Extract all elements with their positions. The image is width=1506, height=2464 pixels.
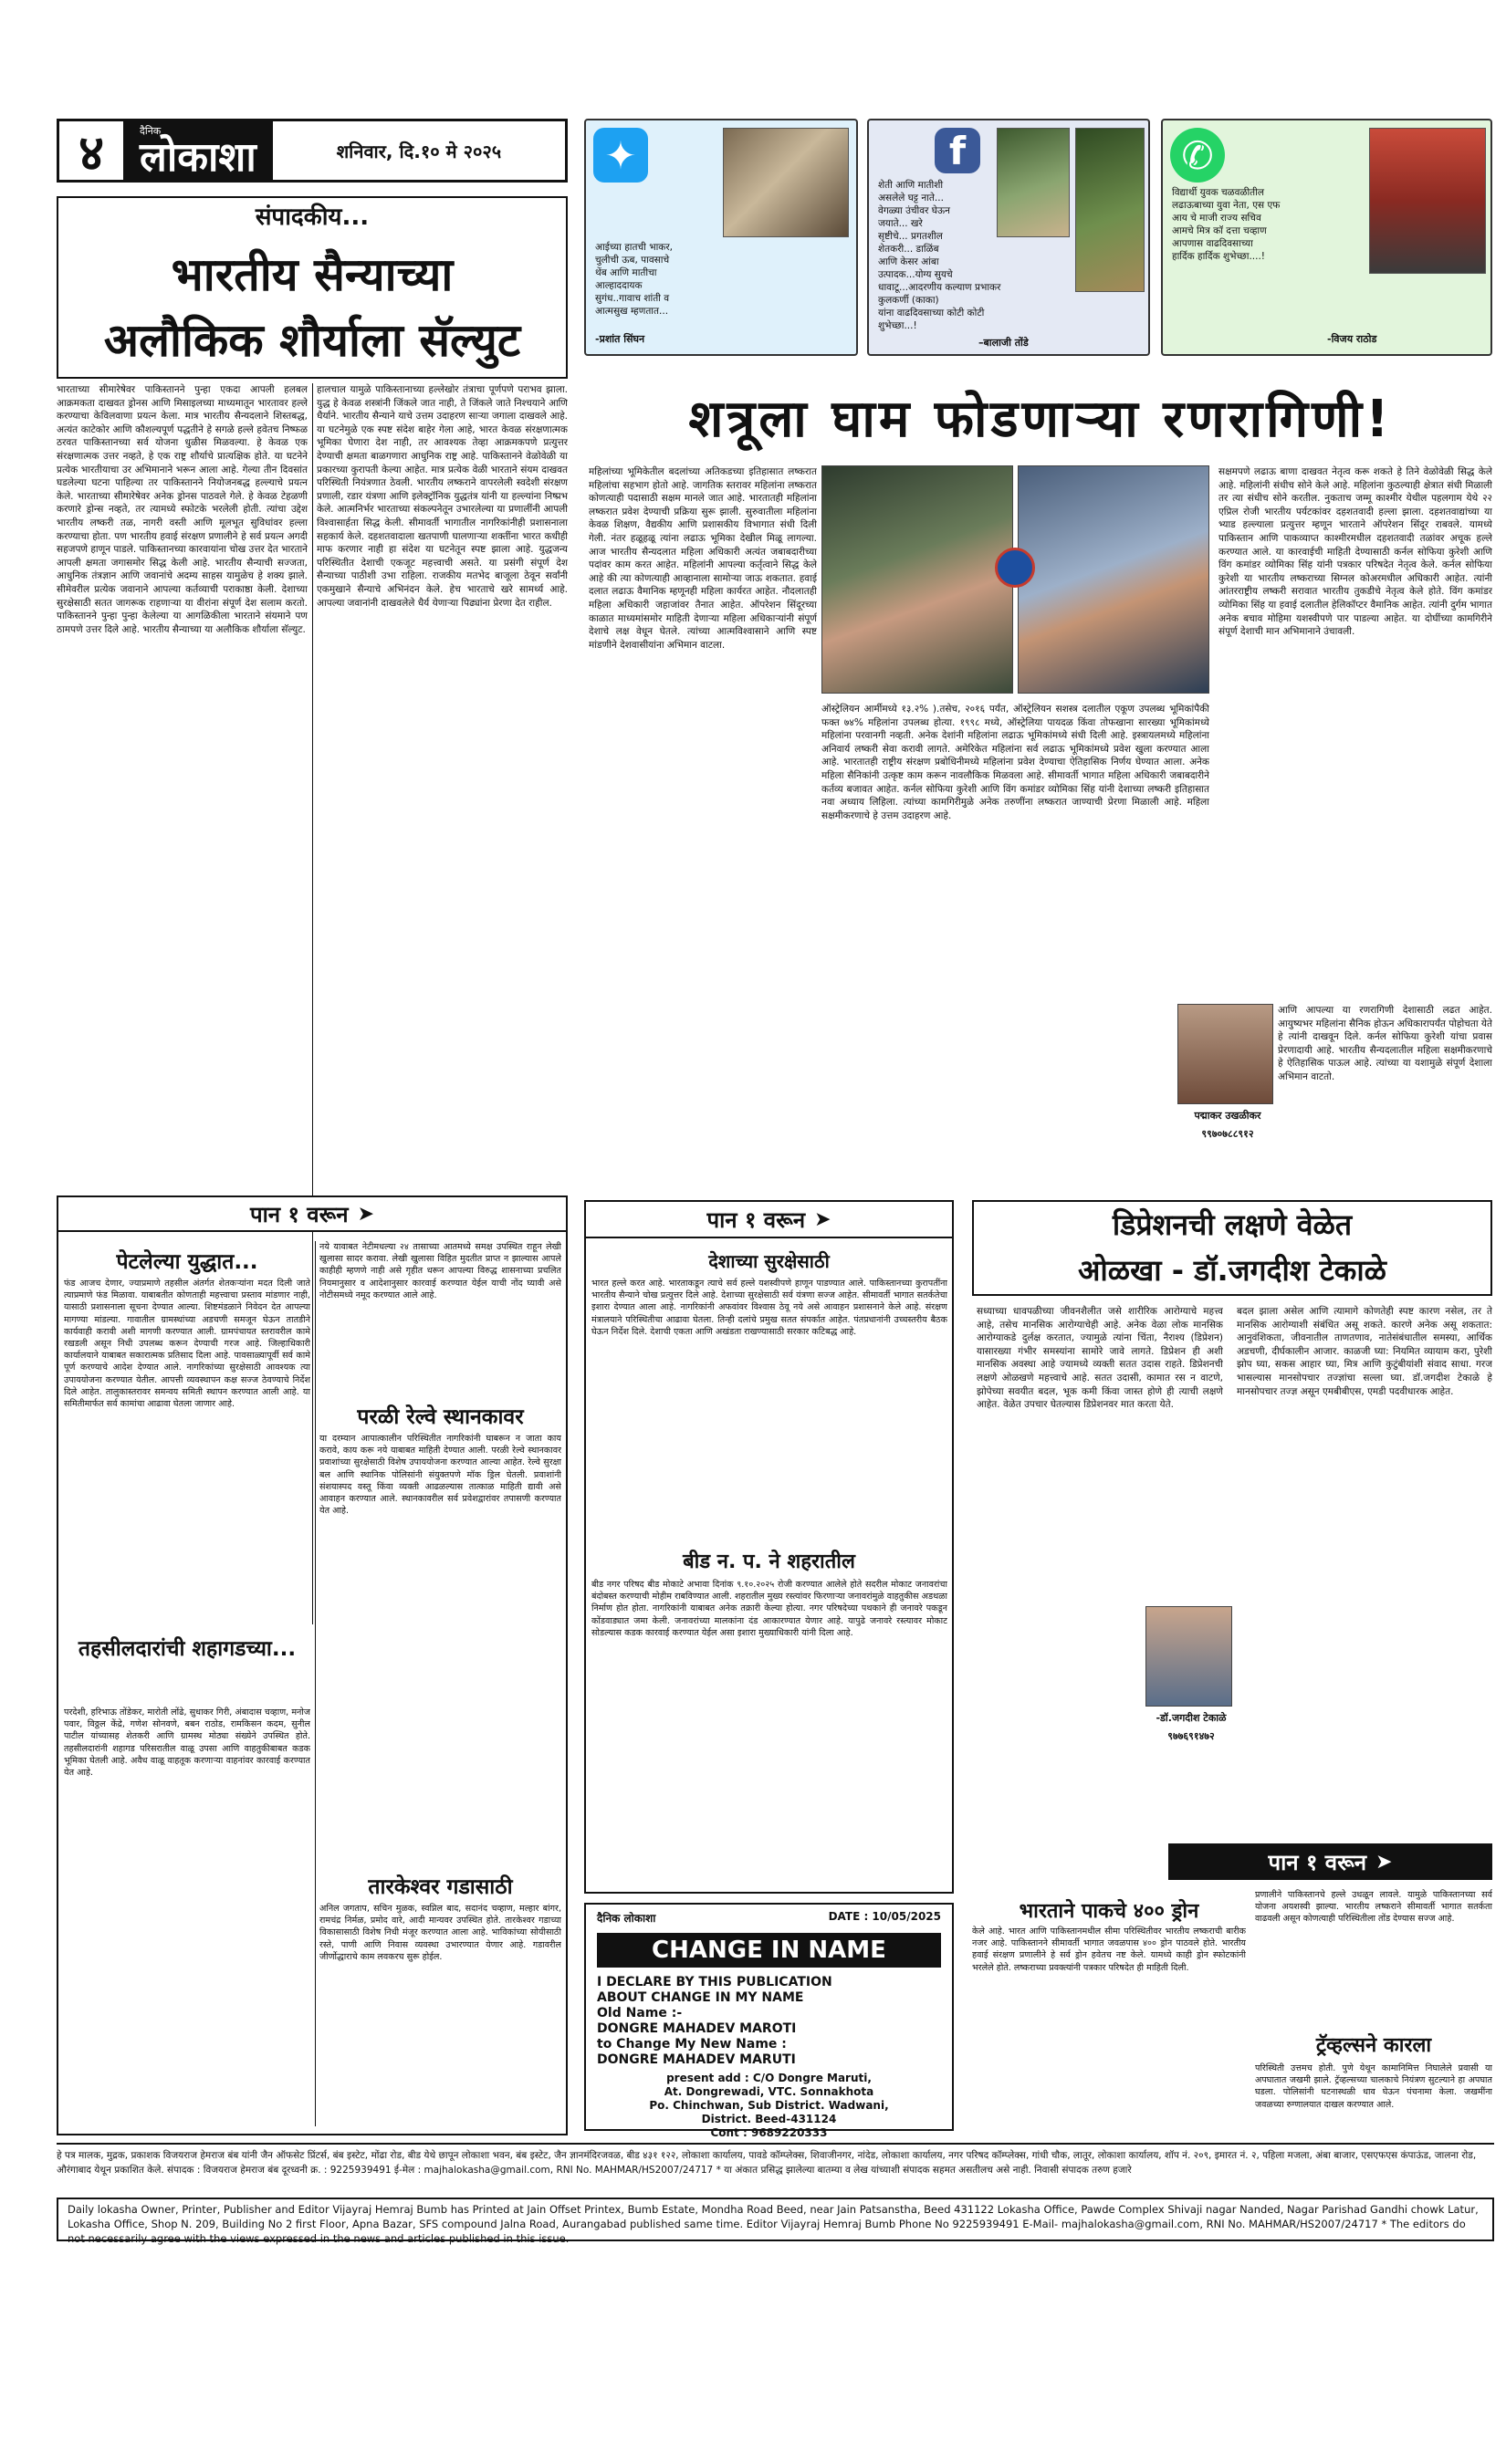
story-title: तारकेश्वर गडासाठी [368,1875,513,1899]
story-text: अनिल जगताप, सचिन मुळक, स्वप्निल बाद, सदानंद चव्हाण, मल्हार बांगर, रामचंद्र निर्मळ, प्रमोद वारे, आदी मान्यवर उपस्थित होते. तारकेश्वर गडाच्या विकासासाठी विशेष निधी मंजूर करण्यात आला आहे. भाविकांच्या सोयीसाठी रस्ते, पाणी आणि निवास व्यवस्था उभारण्यात येणार आहे. गडावरील जीर्णोद्धाराचे काम लवकरच सुरू होईल. [319,1904,561,1962]
depression-title-line1: डिप्रेशनची लक्षणे वेळेत [1112,1207,1353,1242]
story-title: पेटलेल्या युद्धात... [116,1250,258,1274]
story-text: परदेशी, हरिभाऊ तोंडेकर, मारोती लोंढे, सुधाकर गिरी, अंबादास चव्हाण, मनोज पवार, विठ्ठल केंद्रे, गणेश सोनवणे, बबन राठोड, रामकिसन कदम, सुनील पाटील यांच्यासह शेतकरी आणि ग्रामस्थ मोठ्या संख्येने उपस्थित होते. तहसीलदारांनी शहागड परिसरातील वाळू उपसा आणि वाहतुकीबाबत कडक भूमिका घेतली आहे. अवैध वाळू वाहतूक करणाऱ्या वाहनांवर कारवाई करण्यात येत आहे. [64,1707,310,1779]
whatsapp-phone-icon: ✆ [1170,128,1225,183]
whatsapp-photo [1369,128,1486,274]
continued-header-middle [584,1200,954,1238]
facebook-caption: शेती आणि मातीशी असलेले घट्ट नाते... वेगळ्या उंचीवर घेऊन जयाते... खरे सृष्टीचे... प्रगतशील शेतकरी... डाळिंब आणि केसर आंबा उत्पादक...योग्य सुयचे धावाटू...आदरणीय कल्याण प्रभाकर कुलकर्णी (काका) यांना वाढदिवसाच्या कोटी कोटी शुभेच्छा...! [878,180,1001,331]
facebook-photo-1 [997,128,1070,237]
twitter-card [584,119,858,356]
imprint-english: Daily lokasha Owner, Printer, Publisher and Editor Vijayraj Hemraj Bumb has Printed at Jain Offset Printex, Bumb Estate, Mondha Road Beed, near Jain Patsanstha, Beed 431122 Lokasha Office, Pawde Complex Shivaji nagar Nanded, Nagar Parishad Gandhi chowk Latur, Lokasha Office, Shop N. 209, Building No 2 first Floor, Apna Bazar, SFS compound Jalna Road, Aurangabad published same time. Editor Vijayraj Hemraj Bumb Phone No 9225939491 E-Mail- majhalokasha@gmail.com, RNI No. MAHMAR/HS2007/24717 * The editors do not necessarily agree with the views expressed in the news and articles published in this issue. [57,2198,1494,2241]
story-text: केले आहे. भारत आणि पाकिस्तानमधील सीमा परिस्थितीवर भारतीय लष्कराची बारीक नजर आहे. पाकिस्तानने सीमावर्ती भागात जवळपास ४०० ड्रोन पाठवले होते. भारतीय हवाई संरक्षण प्रणालीने हे सर्व ड्रोन हवेतच नष्ट केले. यामध्ये काही ड्रोन स्फोटकांनी भरलेले होते. लष्कराच्या प्रवक्त्यांनी पत्रकार परिषदेत ही माहिती दिली. [972,1926,1246,1973]
officer-photo-1 [821,465,1013,694]
depression-title-line2: ओळखा - डॉ.जगदीश टेकाळे [1078,1253,1386,1288]
editorial-col1: भारताच्या सीमारेषेवर पाकिस्तानने पुन्हा एकदा आपली हलबल आक्रमकता दाखवत ड्रोनस आणि मिसाइलच्या माध्यमातून भारतावर हल्ले करण्याचा केविलवाणा प्रयत्न केला. मात्र भारतीय सैन्यदलाने शिस्तबद्ध, अत्यंत काटेकोर आणि कौशल्यपूर्ण पद्धतीने हे सगळे हल्ले हवेतच निष्फळ ठरवत पाकिस्तानच्या सर्व योजना धुळीस मिळवल्या. हे केवळ एक संरक्षणात्मक उत्तर नव्हते, हे एक राष्ट्र शौर्याचे प्रात्यक्षिक होते. या घटनेने प्रत्येक भारतीयाचा उर अभिमानाने भरून आला आहे. गेल्या तीन दिवसांत घडलेल्या घटना पाहिल्या तर पाकिस्तानने नियोजनबद्ध हल्ल्याचे प्रयत्न केले. भारताच्या सीमारेषेवर अनेक ड्रोनस पाठवले गेले. हे केवळ टेहळणी करणारे ड्रोन्स नव्हते, तर त्यामध्ये स्फोटके भरलेली होती. त्यांचा उद्देश भारतीय लष्करी तळ, नागरी वस्ती आणि मूलभूत सुविधांवर हल्ला करण्याचा होता. पण भारतीय हवाई संरक्षण प्रणालीने हे सर्व प्रयत्न अगदी सहजपणे हाणून पाडले. पाकिस्तानच्या कारवायांना चोख उत्तर देत भारताने आपली क्षमता जगासमोर सिद्ध केली आहे. भारतीय सैन्याची सज्जता, आधुनिक तंत्रज्ञान आणि जवानांचे अदम्य साहस यामुळेच हे शक्य झाले. सीमेवरील प्रत्येक जवानाने आपल्या कर्तव्याची पराकाष्ठा केली. देशाच्या सुरक्षेसाठी सतत जागरूक राहणाऱ्या या वीरांना संपूर्ण देश सलाम करतो. पाकिस्तानने पुन्हा पुन्हा केलेल्या या आगळिकीला भारताने संयमाने पण ठामपणे उत्तर दिले आहे. भारतीय सैन्याच्या या अलौकिक शौर्याला सॅल्युट. [57,384,308,635]
story-text: नये यावाबत नेटीमधल्या २४ तासाच्या आतमध्ये समक्ष उपस्थित राहून लेखी खुलासा सादर करावा. लेखी खुलासा विहित मुदतीत प्राप्त न झाल्यास आपले काहीही म्हणणे नाही असे गृहीत धरून आपल्या विरुद्ध शासनाच्या प्रचलित नियमानुसार व आदेशानुसार कारवाई करण्यात येईल याची नोंद घ्यावी असे नोटीसमध्ये नमूद करण्यात आले आहे. [319,1242,561,1300]
notice-paper: दैनिक लोकाशा [597,1912,656,1925]
depression-col2: बदल झाला असेल आणि त्यामागे कोणतेही स्पष्ट कारण नसेल, तर ते मानसिक आरोग्याशी संबंधित असू शकते. कारणे अनेक असू शकतात: आनुवंशिकता, जीवनातील ताणतणाव, नातेसंबंधातील समस्या, आर्थिक अडचणी, दीर्घकालीन आजार. काळजी घ्या: नियमित व्यायाम करा, पुरेशी झोप घ्या, सकस आहार घ्या, मित्र आणि कुटुंबीयांशी संवाद साधा. गरज भासल्यास मानसोपचार तज्ज्ञांचा सल्ला घ्या. डॉ.जगदीश टेकाळे हे मानसोपचार तज्ज्ञ असून एमबीबीएस, एमडी पदवीधारक आहेत. [1237,1306,1492,1397]
continued-label: पान १ वरून [249,1201,349,1227]
doctor-name: -डॉ.जगदीश टेकाळे [1156,1712,1227,1724]
twitter-bird-icon: ✦ [593,128,648,183]
author-phone: ९९७०७८८९१२ [1201,1128,1254,1140]
story-title: ट्रॅव्हल्सने कारला [1315,2034,1432,2057]
newspaper-logo [123,121,273,180]
story-title: बीड न. प. ने शहरातील [683,1550,855,1573]
officer-photo-2 [1018,465,1209,694]
lead-col4: आणि आपल्या या रणरागिणी देशासाठी लढत आहेत. आयुष्यभर महिलांना सैनिक होऊन अधिकारापर्यंत पोहोचता येते हे त्यांनी दाखवून दिले. कर्नल सोफिया कुरेशी यांचा प्रवास प्रेरणादायी आहे. भारतीय सैन्यदलातील महिला सक्षमीकरणाचे हे ऐतिहासिक पाऊल आहे. त्यांच्या या यशामुळे संपूर्ण देशाला अभिमान वाटतो. [1278,1005,1492,1082]
continued-header-left [57,1195,568,1232]
twitter-author: -प्रशांत सिंघन [595,333,645,345]
lead-col3: सक्षमपणे लढाऊ बाणा दाखवत नेतृत्व करू शकते हे तिने वेळोवेळी सिद्ध केले आहे. महिलांनी संधीच सोने केले आहे. महिलांना कुठल्याही क्षेत्रात संधी मिळाली तर त्या संधीच सोने करतील. नुकताच जम्मू काश्मीर येथील पहलगाम येथे २२ एप्रिल रोजी भारतीय पर्यटकांवर दहशतवादी हल्ला झाला. दहशतवाद्यांच्या या भ्याड हल्ल्याला प्रत्युत्तर म्हणून भारताने ऑपरेशन सिंदूर राबवले. यामध्ये पाकिस्तान आणि पाकव्याप्त काश्मीरमधील दहशतवादी तळांवर अचूक हल्ले करण्यात आले. या कारवाईची माहिती देण्यासाठी कर्नल सोफिया कुरेशी आणि विंग कमांडर व्योमिका सिंह यांनी पत्रकार परिषदेत नेतृत्व केले. कर्नल सोफिया कुरेशी या भारतीय लष्कराच्या सिग्नल कोअरमधील अधिकारी आहेत. त्यांनी आंतरराष्ट्रीय लष्करी सरावात भारतीय तुकडीचे नेतृत्व केले होते. विंग कमांडर व्योमिका सिंह या हवाई दलातील हेलिकॉप्टर वैमानिक आहेत. त्यांनी दुर्गम भागात अनेक बचाव मोहिमा यशस्वीपणे पार पाडल्या आहेत. या दोघींच्या कामगिरीने संपूर्ण देशाची मान अभिमानाने उंचावली. [1218,466,1492,638]
author-photo [1177,1004,1273,1104]
story-text: प्रणालीने पाकिस्तानचे हल्ले उधळून लावले. यामुळे पाकिस्तानच्या सर्व योजना अयशस्वी झाल्या. भारतीय लष्कराने सीमावर्ती भागात सतर्कता वाढवली असून कोणत्याही परिस्थितीला तोंड देण्यास सज्ज आहे. [1255,1890,1492,1925]
editorial-title-line2: अलौकिक शौर्याला सॅल्युट [103,314,521,367]
change-in-name-notice [584,1903,954,2139]
whatsapp-author: -विजय राठोड [1327,333,1377,345]
story-text: बीड नगर परिषद बीड मोकाटे अभावा दिनांक ९.१०.२०२५ रोजी करण्यात आलेले होते सदरील मोकाट जनावरांचा बंदोबस्त करण्याची मोहीम राबविण्यात आली. शहरातील मुख्य रस्त्यांवर फिरणाऱ्या जनावरांमुळे वाहतुकीस अडथळा निर्माण होत होता. नागरिकांनी याबाबत अनेक तक्रारी केल्या होत्या. नगर परिषदेच्या पथकाने ही जनावरे पकडून कोंडवाड्यात जमा केली. जनावरांच्या मालकांना दंड आकारण्यात येणार आहे. यापुढे जनावरे रस्त्यावर मोकाट सोडल्यास कडक कारवाई करण्यात येईल असा इशारा मुख्याधिकारी यांनी दिला आहे. [591,1580,947,1638]
arrow-right-icon: ➤ [1375,1850,1393,1874]
notice-line: ABOUT CHANGE IN MY NAME [597,1990,804,2005]
depression-header-box [972,1200,1492,1296]
notice-address [597,2072,941,2140]
address-line: District. Beed-431124 [701,2113,837,2125]
story-text: भारत हल्ले करत आहे. भारताकडून त्याचे सर्व हल्ले यशस्वीपणे हाणून पाडण्यात आले. पाकिस्तानच्या कुरापतींना भारतीय सैन्याने चोख प्रत्युत्तर दिले आहे. देशाच्या सुरक्षेसाठी सर्व यंत्रणा सज्ज आहेत. सीमावर्ती भागात सतर्कतेचा इशारा देण्यात आला आहे. नागरिकांनी अफवांवर विश्वास ठेवू नये असे आवाहन प्रशासनाने केले आहे. संरक्षण मंत्रालयाने परिस्थितीचा आढावा घेतला. तिन्ही दलांचे प्रमुख सतत संपर्कात आहेत. पंतप्रधानांनी उच्चस्तरीय बैठक घेऊन निर्देश दिले. देशाची एकता आणि अखंडता राखण्यासाठी सरकार कटिबद्ध आहे. [591,1279,947,1337]
doctor-photo [1145,1606,1232,1707]
notice-title: CHANGE IN NAME [597,1933,941,1968]
notice-meta [597,1910,941,1926]
masthead [57,119,568,183]
facebook-card [867,119,1150,356]
arrow-right-icon: ➤ [357,1202,375,1226]
lead-col2: ऑस्ट्रेलियन आर्मीमध्ये १३.२% ).तसेच, २०१६ पर्यंत, ऑस्ट्रेलियन सशस्त्र दलातील एकूण उपलब्ध भूमिकांपैकी फक्त ७४% महिलांना उपलब्ध होत्या. १९९८ मध्ये, ऑस्ट्रेलिया पायदळ किंवा तोफखाना सारख्या भूमिकांमध्ये महिलांना परवानगी नव्हती. अनेक देशांनी महिलांना लढाऊ भूमिकांमध्ये संधी दिली आहे. इस्त्रायलमध्ये महिलांना अनिवार्य लष्करी सेवा करावी लागते. अमेरिकेत महिलांना सर्व लढाऊ भूमिकांमध्ये प्रवेश खुला करण्यात आला आहे. भारतातही राष्ट्रीय संरक्षण प्रबोधिनीमध्ये महिलांना प्रवेश देण्याचा ऐतिहासिक निर्णय घेण्यात आला. अनेक महिला सैनिकांनी उत्कृष्ट काम करून नावलौकिक मिळवला आहे. सीमावर्ती भागात महिला अधिकारी जबाबदारीने कर्तव्य बजावत आहेत. कर्नल सोफिया कुरेशी आणि विंग कमांडर व्योमिका सिंह यांनी देशाच्या लष्करी इतिहासात नवा अध्याय लिहिला. त्यांच्या कामगिरीमुळे अनेक तरुणींना लष्करात जाण्याची प्रेरणा मिळाली आहे. महिला सक्षमीकरणाचे हे उत्तम उदाहरण आहे. [821,704,1209,821]
story-text: परिस्थिती उत्तमच होती. पुणे येथून कामानिमित्त निघालेले प्रवासी या अपघातात जखमी झाले. ट्रॅव्हल्सच्या चालकाचे नियंत्रण सुटल्याने हा अपघात घडला. पोलिसांनी घटनास्थळी धाव घेऊन पंचनामा केला. जखमींना जवळच्या रुग्णालयात दाखल करण्यात आले. [1255,2063,1492,2110]
whatsapp-card [1161,119,1492,356]
story-title: देशाच्या सुरक्षेसाठी [708,1250,830,1272]
continued-label: पान १ वरून [706,1206,806,1233]
editorial-title-line1: भारतीय सैन्याच्या [171,248,454,301]
continued-label: पान १ वरून [1268,1849,1367,1875]
facebook-f-icon: f [935,128,980,173]
story-title: तहसीलदारांची शहागडच्या... [78,1637,297,1661]
author-name: पद्माकर उखळीकर [1194,1110,1261,1122]
column-divider [315,1241,316,2126]
notice-line: DONGRE MAHADEV MARUTI [597,2052,796,2067]
arrow-right-icon: ➤ [814,1207,831,1231]
editorial-col2: हालचाल यामुळे पाकिस्तानाच्या हल्लेखोर तंत्राचा पूर्णपणे पराभव झाला. युद्ध हे केवळ शस्त्रांनी जिंकले जात नाही, ते जिंकले जाते निश्चयाने आणि धैर्याने. भारतीय सैन्याने याचे उत्तम उदाहरण साऱ्या जगाला दाखवले आहे. या घटनेमुळे एक स्पष्ट संदेश बाहेर गेला आहे, भारत केवळ संरक्षणात्मक भूमिका घेणारा देश नाही, तर आवश्यक तेव्हा आक्रमकपणे प्रत्युत्तर देण्याची क्षमता बाळगणारा आधुनिक राष्ट्र आहे. पाकिस्तानने वेळोवेळी या प्रकारच्या कुरापती केल्या आहेत. मात्र प्रत्येक वेळी भारताने संयम दाखवत परिस्थिती नियंत्रणात ठेवली. भारतीय लष्कराने वापरलेली स्वदेशी संरक्षण प्रणाली, रडार यंत्रणा आणि इलेक्ट्रॉनिक युद्धतंत्र यांनी या हल्ल्यांना निष्प्रभ केले. आत्मनिर्भर भारताच्या संकल्पनेतून उभारलेल्या या प्रणालींनी आपली विश्वासार्हता सिद्ध केली. सीमावर्ती भागातील नागरिकांनीही प्रशासनाला सहकार्य केले. दहशतवादाला खतपाणी घालणाऱ्या शक्तींना भारत कधीही माफ करणार नाही हा संदेश या घटनेतून स्पष्ट झाला आहे. युद्धजन्य परिस्थितीत देशाची एकजूट महत्त्वाची असते. या प्रसंगी संपूर्ण देश सैन्याच्या पाठीशी उभा राहिला. राजकीय मतभेद बाजूला ठेवून सर्वांनी एकमुखाने सैन्याचे अभिनंदन केले. हेच भारताचे खरे सामर्थ्य आहे. आपल्या जवानांनी दाखवलेले धैर्य येणाऱ्या पिढ्यांना प्रेरणा देत राहील. [317,384,568,609]
air-force-emblem-icon [995,548,1035,588]
logo-prefix: दैनिक [140,124,162,137]
address-line: Po. Chinchwan, Sub District. Wadwani, [649,2099,889,2112]
twitter-photo [723,128,849,237]
facebook-photo-2 [1075,128,1145,292]
notice-line: I DECLARE BY THIS PUBLICATION [597,1975,832,1989]
editorial-title [57,233,568,379]
address-line: present add : C/O Dongre Maruti, [666,2072,872,2084]
facebook-author: –बालाजी तोंडे [978,337,1029,349]
story-title: परळी रेल्वे स्थानकावर [357,1405,524,1429]
address-line: Cont : 9689220333 [710,2126,828,2139]
address-line: At. Dongrewadi, VTC. Sonnakhota [664,2085,874,2098]
lead-col1: महिलांच्या भूमिकेतील बदलांच्या अतिकडच्या इतिहासात लष्करात महिलांचा सहभाग होतो आहे. जागतिक स्तरावर महिलांना लष्करात कोणत्याही पदासाठी सक्षम मानले जात आहे. भारतातही महिलांना लष्करात प्रवेश देण्याची प्रक्रिया सुरू झाली. सुरुवातीला महिलांना केवळ शिक्षण, वैद्यकीय आणि प्रशासकीय विभागात संधी दिली गेली. नंतर हळूहळू त्यांना लढाऊ भूमिका देखील मिळू लागल्या. आज भारतीय सैन्यदलात महिला अधिकारी अत्यंत जबाबदारीच्या पदांवर काम करत आहेत. महिलांनी आपल्या कर्तृत्वाने सिद्ध केले आहे की त्या कोणत्याही आव्हानाला सामोऱ्या जाऊ शकतात. हवाई दलात लढाऊ वैमानिक म्हणूनही महिला कार्यरत आहेत. नौदलातही महिला अधिकारी जहाजांवर तैनात आहेत. ऑपरेशन सिंदूरच्या काळात माध्यमांसमोर माहिती देणाऱ्या महिला अधिकाऱ्यांनी संपूर्ण देशाचे लक्ष वेधून घेतले. त्यांच्या आत्मविश्वासाने आणि स्पष्ट मांडणीने देशवासीयांना अभिमान वाटला. [589,466,817,651]
notice-date: DATE : 10/05/2025 [828,1910,941,1923]
logo-name: लोकाशा [140,133,256,181]
depression-col1: सध्याच्या धावपळीच्या जीवनशैलीत जसे शारीरिक आरोग्याचे महत्त्व आहे, तसेच मानसिक आरोग्याचेही आहे. अनेक वेळा लोक मानसिक आरोग्याकडे दुर्लक्ष करतात, ज्यामुळे त्यांना चिंता, नैराश्य (डिप्रेशन) यासारख्या गंभीर समस्यांना सामोरे जावे लागते. डिप्रेशन ही अशी मानसिक अवस्था आहे ज्यामध्ये व्यक्ती सतत उदास राहते. डिप्रेशनची लक्षणे ओळखणे महत्त्वाचे आहे. सतत उदासी, कामात रस न वाटणे, झोपेच्या सवयीत बदल, भूक कमी किंवा जास्त होणे ही त्याची लक्षणे आहेत. वेळेत उपचार घेतल्यास डिप्रेशनवर मात करता येते. [977,1306,1223,1411]
story-text: या दरम्यान आपात्कालीन परिस्थितीत नागरिकांनी घाबरून न जाता काय करावे, काय करू नये याबाबत माहिती देण्यात आली. परळी रेल्वे स्थानकावर प्रवाशांच्या सुरक्षेसाठी विशेष उपाययोजना करण्यात आल्या आहेत. रेल्वे सुरक्षा बल आणि स्थानिक पोलिसांनी संयुक्तपणे मॉक ड्रिल घेतली. प्रवाशांनी संशयास्पद वस्तू किंवा व्यक्ती आढळल्यास तात्काळ माहिती द्यावी असे आवाहन करण्यात आले. स्थानकावरील सर्व प्रवेशद्वारांवर तपासणी करण्यात येत आहे. [319,1434,561,1517]
page-number: ४ [78,124,105,182]
twitter-caption: आईच्या हातची भाकर, चुलीची ऊब, पावसाचे थेंब आणि मातीचा आल्हाददायक सुगंध..गावाच शांती व आत्मसुख म्हणतात... [595,242,673,317]
notice-line: to Change My New Name : [597,2037,787,2052]
story-text: फंड आजच देणार, ज्याप्रमाणे तहसील अंतर्गत शेतकऱ्यांना मदत दिली जाते त्याप्रमाणे फंड मिळावा. याबाबतीत कोणताही महत्त्वाचा प्रस्ताव मांडणार नाही, यासाठी प्रशासनाला सूचना देण्यात आल्या. शिष्टमंडळाने निवेदन देत आपल्या मागण्या मांडल्या. गावातील ग्रामस्थांच्या अडचणी समजून घेऊन तातडीने कार्यवाही करावी अशी मागणी करण्यात आली. ग्रामपंचायत स्तरावरील कामे रखडली असून निधी उपलब्ध करून देण्याची गरज आहे. जिल्हाधिकारी कार्यालयाने याबाबत सकारात्मक प्रतिसाद दिला आहे. पावसाळ्यापूर्वी सर्व कामे पूर्ण करण्याचे आदेश देण्यात आले. नागरिकांच्या सुरक्षेसाठी आवश्यक त्या उपाययोजना करण्यात येतील. आपत्ती व्यवस्थापन कक्ष सज्ज ठेवण्याचे निर्देश दिले आहेत. तालुकास्तरावर समन्वय समिती स्थापन करण्यात आली आहे. या समितीमार्फत सर्व कामांचा आढावा घेतला जाणार आहे. [64,1279,310,1410]
notice-line: Old Name :- [597,2006,683,2020]
lead-headline: शत्रूला घाम फोडणाऱ्या रणरागिणी! [688,390,1393,449]
imprint-marathi: हे पत्र मालक, मुद्रक, प्रकाशक विजयराज हेमराज बंब यांनी जैन ऑफसेट प्रिंटर्स, बंब इस्टेट, मोंढा रोड, बीड येथे छापून लोकाशा भवन, बंब इस्टेट, जैन ज्ञानमंदिरजवळ, बीड ४३१ १२२, लोकाशा कार्यालय, पावडे कॉम्प्लेक्स, शिवाजीनगर, नांदेड, लोकाशा कार्यालय, नगर परिषद कॉम्प्लेक्स, गांधी चौक, लातूर, लोकाशा कार्यालय, शॉप नं. २०९, इमारत नं. २, पहिला मजला, अंबा बाजार, एसएफएस कंपाऊंड, जालना रोड, औरंगाबाद येथून प्रकाशित केले. संपादक : विजयराज हेमराज बंब दूरध्वनी क्र. : 9225939491 ई-मेल : majhalokasha@gmail.com, RNI No. MAHMAR/HS2007/24717 * या अंकात प्रसिद्ध झालेल्या बातम्या व लेख यांच्याशी संपादक सहमत असतीलच असे नाही. निवासी संपादक तरुण हजारे [57,2143,1494,2193]
continued-header-right [1168,1843,1492,1880]
whatsapp-caption: विद्यार्थी युवक चळवळीतील लढाऊबाच्या युवा नेता, एस एफ आय चे माजी राज्य सचिव आमचे मित्र कॉ दत्ता चव्हाण आपणास वाढदिवसाच्या हार्दिक हार्दिक शुभेच्छा....! [1172,187,1281,262]
editorial-label: संपादकीय... [57,196,568,233]
story-title: भारताने पाकचे ४०० ड्रोन [1019,1900,1199,1923]
issue-date: शनिवार, दि.१० मे २०२५ [336,140,502,162]
doctor-phone: ९७७६९१४७२ [1167,1730,1215,1742]
notice-line: DONGRE MAHADEV MAROTI [597,2021,797,2036]
